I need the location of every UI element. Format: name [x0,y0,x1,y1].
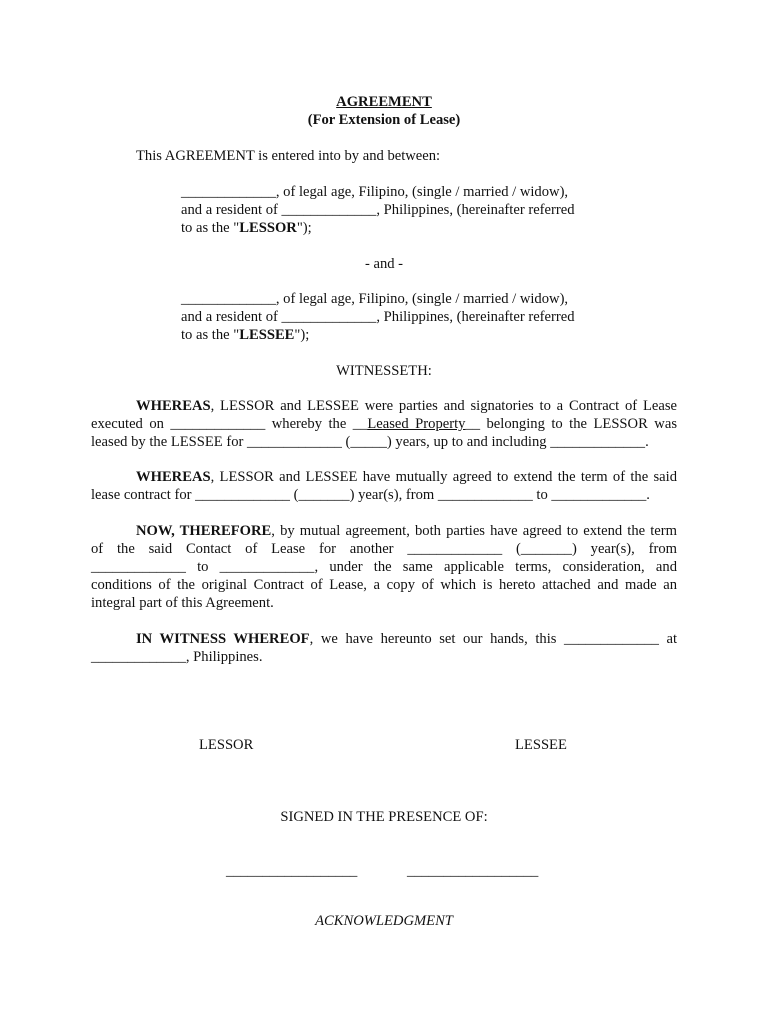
whereas2-line2: lease contract for _____________ (_______) year(s), from _____________ to _____________. [91,487,650,503]
now-therefore-line1: NOW, THEREFORE, by mutual agreement, both parties have agreed to extend the term [136,523,677,539]
whereas1-line2: executed on _____________ whereby the __Leased Property__ belonging to the LESSOR was [91,416,677,432]
document-title: AGREEMENT [336,94,432,110]
now-therefore-line2: of the said Contact of Lease for another _____________ (_______) year(s), from [91,541,677,557]
and-separator: - and - [364,256,404,272]
lessee-label: LESSEE [239,327,295,343]
whereas1-line3: leased by the LESSEE for _____________ (_____) years, up to and including _____________. [91,434,649,450]
in-witness-line2: _____________, Philippines. [91,649,263,665]
witness-signature-line-1: __________________ [226,863,358,879]
witness-signature-line-2: __________________ [407,863,539,879]
intro-text: This AGREEMENT is entered into by and between: [136,148,441,164]
party1-line3: to as the "LESSOR"); [181,220,312,236]
party1-line2: and a resident of _____________, Philippines, (hereinafter referred [181,202,575,218]
witnesseth-heading: WITNESSETH: [336,363,432,379]
party2-line3: to as the "LESSEE"); [181,327,310,343]
acknowledgment-heading: ACKNOWLEDGMENT [315,913,453,929]
now-therefore-line5: integral part of this Agreement. [91,595,274,611]
lessor-label: LESSOR [239,220,297,236]
whereas2-line1: WHEREAS, LESSOR and LESSEE have mutually agreed to extend the term of the said [136,469,677,485]
now-therefore-line3: _____________ to _____________, under the same applicable terms, consideration, and [91,559,677,575]
whereas1-line1: WHEREAS, LESSOR and LESSEE were parties and signatories to a Contract of Lease [136,398,677,414]
presence-heading: SIGNED IN THE PRESENCE OF: [280,809,488,825]
lessee-signature-label: LESSEE [515,737,567,753]
document-subtitle: (For Extension of Lease) [307,112,461,128]
party2-line2: and a resident of _____________, Philippines, (hereinafter referred [181,309,575,325]
leased-property-text: Leased Property [367,416,466,432]
party2-line1: _____________, of legal age, Filipino, (single / married / widow), [181,291,569,307]
now-therefore-line4: conditions of the original Contract of Lease, a copy of which is hereto attached and made an [91,577,677,593]
party1-line1: _____________, of legal age, Filipino, (single / married / widow), [181,184,569,200]
lessor-signature-label: LESSOR [199,737,254,753]
in-witness-line1: IN WITNESS WHEREOF, we have hereunto set our hands, this _____________ at [136,631,678,647]
